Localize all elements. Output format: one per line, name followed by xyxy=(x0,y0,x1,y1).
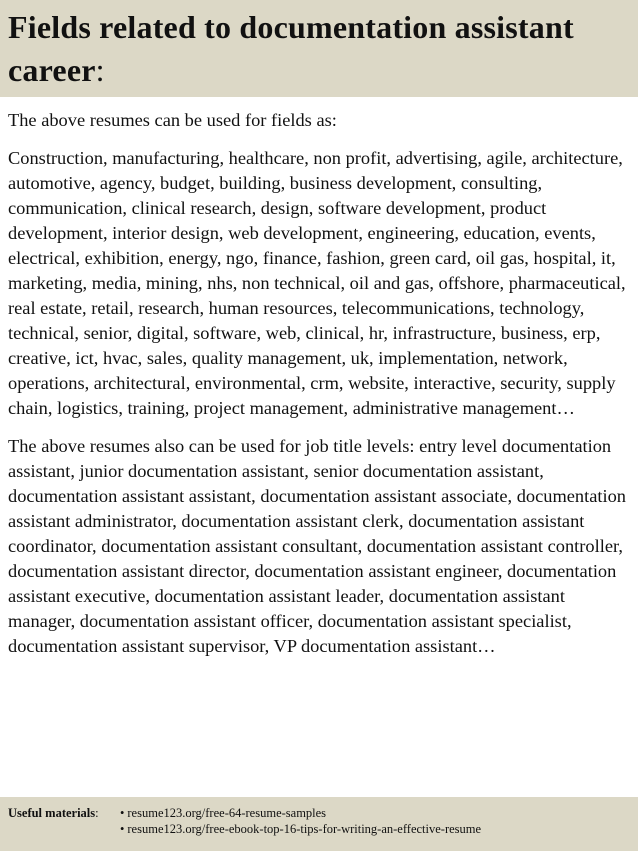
fields-paragraph: Construction, manufacturing, healthcare, non profit, advertising, agile, architecture, automotive, agency, budget, building, business development, consulting, communication, clinical research, design, software development, product development, interior design, web development, engineering, education, events, electrical, exhibition, energy, ngo, finance, fashion, green card, oil gas, hospital, it, marketing, media, mining, nhs, non technical, oil and gas, offshore, pharmaceutical, real estate, retail, research, human resources, telecommunications, technology, technical, senior, digital, software, web, clinical, hr, infrastructure, business, erp, creative, ict, hvac, sales, quality management, uk, implementation, network, operations, architectural, environmental, crm, website, interactive, security, supply chain, logistics, training, project management, administrative management… xyxy=(8,148,626,418)
useful-materials-label xyxy=(8,805,120,821)
title-band xyxy=(0,0,638,97)
footer-row-2 xyxy=(8,821,638,837)
footer-link[interactable]: resume123.org/free-ebook-top-16-tips-for-writing-an-effective-resume xyxy=(127,822,482,836)
useful-materials-label-text: Useful materials xyxy=(8,806,96,820)
bullet-icon: • xyxy=(120,822,125,836)
page-title-text: Fields related to documentation assistant career xyxy=(8,9,574,88)
footer-band xyxy=(0,797,638,851)
page-title-colon: : xyxy=(95,52,105,88)
intro-paragraph: The above resumes can be used for fields as: xyxy=(8,110,337,130)
footer-link[interactable]: resume123.org/free-64-resume-samples xyxy=(127,806,327,820)
footer-link-item[interactable] xyxy=(120,805,326,821)
page-title xyxy=(8,6,630,92)
bullet-icon: • xyxy=(120,806,125,820)
main-content xyxy=(8,108,634,659)
footer-indent xyxy=(8,821,120,837)
footer-link-item[interactable] xyxy=(120,821,481,837)
useful-materials-label-colon: : xyxy=(95,806,99,820)
footer-row-1 xyxy=(8,805,638,821)
job-levels-paragraph: The above resumes also can be used for job title levels: entry level documentation assistant, junior documentation assistant, senior documentation assistant, documentation assistant assistant, documentation assistant associate, documentation assistant administrator, documentation assistant clerk, documentation assistant coordinator, documentation assistant consultant, documentation assistant controller, documentation assistant director, documentation assistant engineer, documentation assistant executive, documentation assistant leader, documentation assistant manager, documentation assistant officer, documentation assistant specialist, documentation assistant supervisor, VP documentation assistant… xyxy=(8,436,626,656)
